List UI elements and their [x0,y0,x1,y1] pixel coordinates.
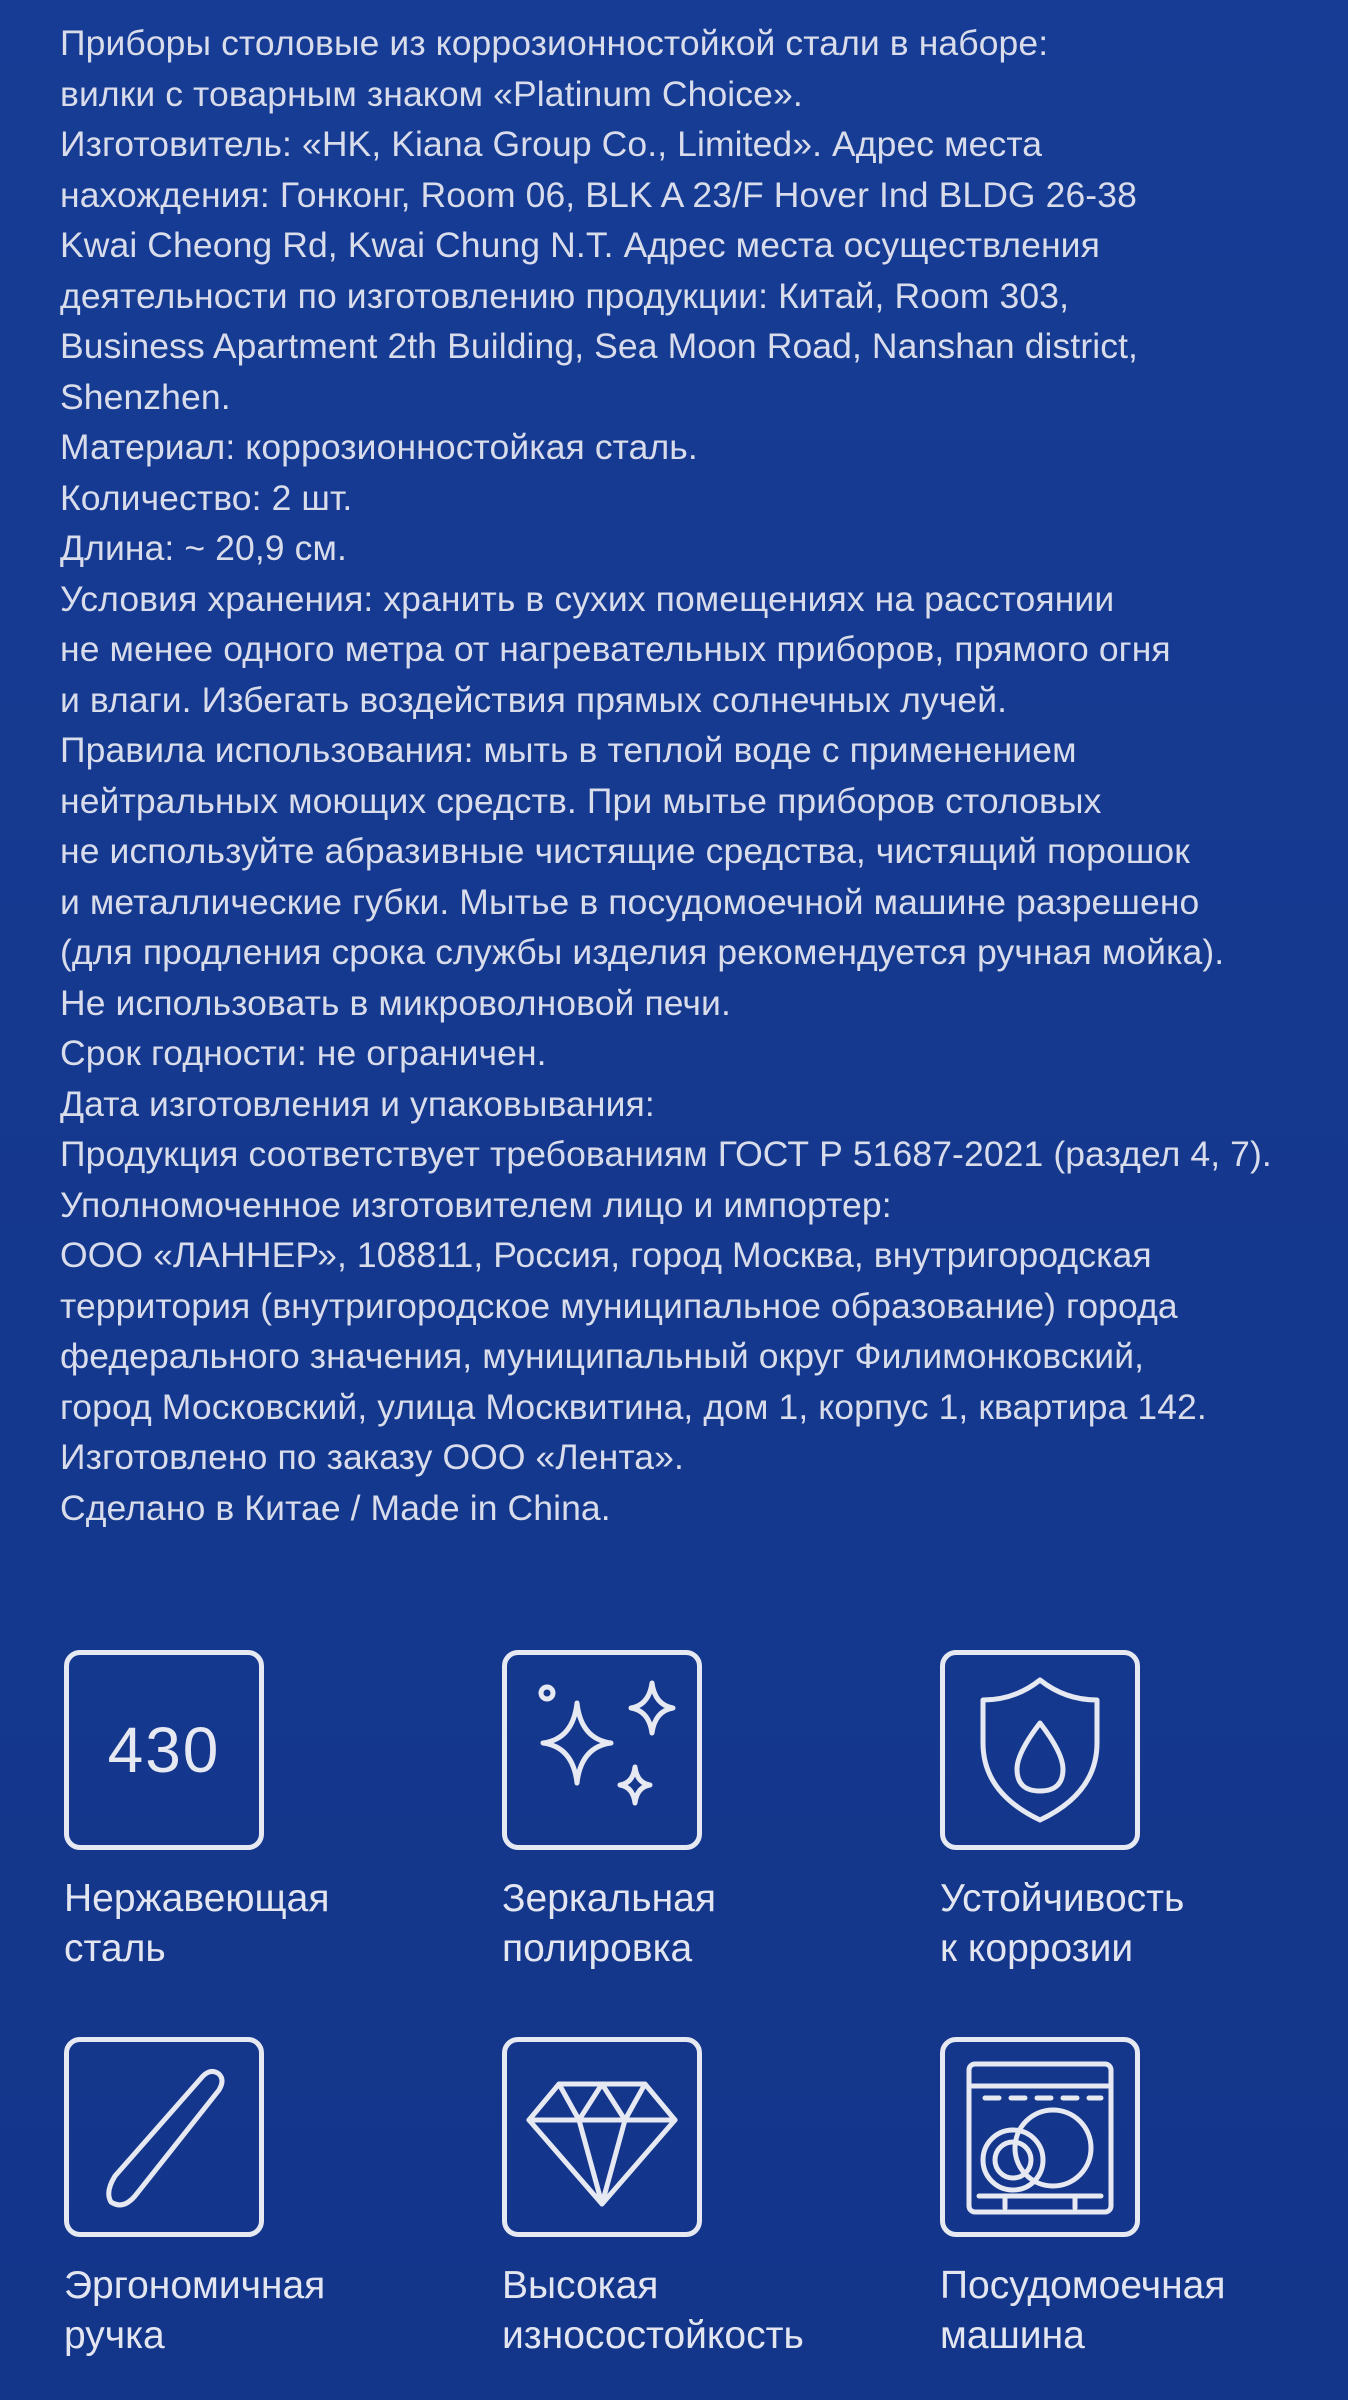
feature-corrosion-resistance [940,1650,1320,1974]
feature-dishwasher-safe [940,2037,1320,2361]
description-line: Уполномоченное изготовителем лицо и импортер: [60,1184,892,1225]
feature-label-line: Посудомоечная [940,2264,1226,2307]
description-line: (для продления срока службы изделия рекомендуется ручная мойка). [60,932,1225,972]
feature-mirror-polish [502,1650,882,1974]
dishwasher-icon [940,2037,1140,2237]
feature-wear-resistance [502,2037,882,2361]
description-line: ООО «ЛАННЕР», 108811, Россия, город Москва, внутригородская [60,1235,1152,1275]
steel-grade-text: 430 [107,1714,221,1786]
description-line: Изготовлено по заказу ООО «Лента». [60,1437,684,1477]
feature-ergonomic-handle [64,2037,444,2361]
description-line: не менее одного метра от нагревательных приборов, прямого огня [60,629,1171,669]
shield-drop-icon [940,1650,1140,1850]
description-line: Приборы столовые из коррозионностойкой стали в наборе: [60,23,1049,63]
feature-label-line: машина [940,2314,1085,2357]
feature-label-line: к коррозии [940,1927,1134,1970]
description-line: Дата изготовления и упаковывания: [60,1083,655,1124]
description-line: Kwai Cheong Rd, Kwai Chung N.T. Адрес места осуществления [60,225,1100,265]
description-line: Длина: ~ 20,9 см. [60,528,347,568]
description-line: не используйте абразивные чистящие средства, чистящий порошок [60,831,1190,871]
description-line: Business Apartment 2th Building, Sea Moon Road, Nanshan district, [60,326,1139,366]
description-line: Количество: 2 шт. [60,477,353,518]
description-line: и влаги. Избегать воздействия прямых солнечных лучей. [60,679,1008,720]
feature-label-line: износостойкость [502,2314,804,2357]
description-line: и металлические губки. Мытье в посудомоечной машине разрешено [60,881,1200,922]
description-line: Shenzhen. [60,376,231,417]
feature-label [940,2261,1320,2361]
handle-icon [64,2037,264,2237]
description-line: город Московский, улица Москвитина, дом 1, корпус 1, квартира 142. [60,1386,1207,1427]
feature-label-line: Зеркальная [502,1877,716,1920]
description-line: Срок годности: не ограничен. [60,1033,547,1073]
description-line: Изготовитель: «HK, Kiana Group Co., Limited». Адрес места [60,124,1043,164]
feature-label-line: сталь [64,1927,166,1970]
description-line: нейтральных моющих средств. При мытье приборов столовых [60,780,1102,821]
description-line: территория (внутригородское муниципальное образование) города [60,1285,1178,1326]
feature-label-line: Высокая [502,2264,659,2307]
feature-label-line: Нержавеющая [64,1877,330,1920]
sparkles-icon [502,1650,702,1850]
feature-label-line: ручка [64,2314,165,2357]
feature-label [64,1874,444,1974]
description-line: Продукция соответствует требованиям ГОСТ Р 51687-2021 (раздел 4, 7). [60,1134,1272,1174]
feature-label [502,2261,882,2361]
description-line: Правила использования: мыть в теплой воде с применением [60,730,1077,770]
description-line: вилки с товарным знаком «Platinum Choice». [60,73,803,114]
feature-label [940,1874,1320,1974]
feature-label-line: Устойчивость [940,1877,1185,1920]
diamond-icon [502,2037,702,2237]
feature-label [64,2261,444,2361]
description-line: Не использовать в микроволновой печи. [60,982,731,1023]
description-line: нахождения: Гонконг, Room 06, BLK A 23/F Hover Ind BLDG 26-38 [60,174,1137,215]
feature-label-line: полировка [502,1927,693,1970]
description-line: деятельности по изготовлению продукции: Китай, Room 303, [60,275,1070,316]
feature-label-line: Эргономичная [64,2264,326,2307]
feature-label [502,1874,882,1974]
steel-430-icon [64,1650,264,1850]
description-line: Сделано в Китае / Made in China. [60,1487,611,1528]
description-line: Материал: коррозионностойкая сталь. [60,427,698,467]
feature-stainless-steel [64,1650,444,1974]
description-line: Условия хранения: хранить в сухих помещениях на расстоянии [60,578,1115,619]
description-line: федерального значения, муниципальный округ Филимонковский, [60,1336,1145,1376]
